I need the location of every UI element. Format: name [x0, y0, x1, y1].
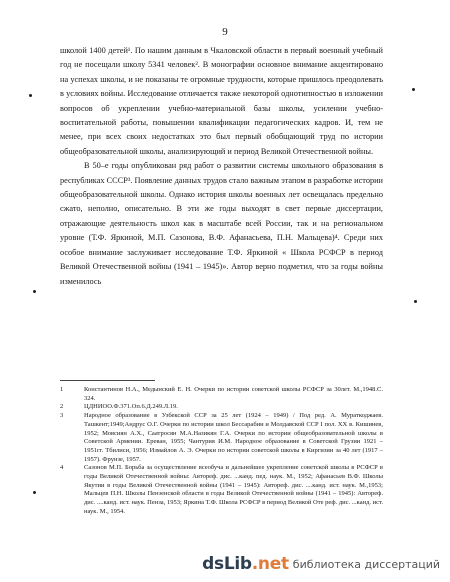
watermark-slogan: библиотека диссертаций — [292, 557, 440, 571]
footnote-text: ЦДНИОО.Ф.371.Оп.6.Д.249.Л.19. — [84, 403, 178, 411]
footnote — [60, 386, 383, 403]
footnote-number: 1 — [60, 386, 64, 393]
margin-bullet — [414, 300, 417, 303]
margin-bullet — [33, 290, 36, 293]
margin-bullet — [412, 88, 415, 91]
page-number: 9 — [222, 26, 228, 38]
footnote — [60, 464, 383, 516]
margin-bullet — [33, 491, 36, 494]
footnote-separator — [60, 380, 155, 381]
body-text — [60, 44, 383, 289]
footnote-text: Сазонов М.П. Борьба за осуществление всеобуча и дальнейшее укрепление советской школы в РСФСР в годы Великой Отечественной войны: Автореф. дис. ...канд. пед. наук. М., 1952; Афанасьев В.Ф. Школы Якутии в годы Великой Отечественной войны (1941 – 1945): Автореф. дис. ....канд. ист. наук. М.,1953; Мальцев П.Н. Школы Пензенской области в годы Великой Отечественной войны (1941 – 1945): Автореф. дис. ....канд. ист. наук. Пенза, 1953; Яркина Т.Ф. Школа РСФСР в период Великой Оте реф. дис. ...канд. ист. наук. М., 1954. — [84, 464, 383, 515]
watermark-logo-domain: .net — [251, 554, 289, 574]
footnote-number: 3 — [60, 412, 64, 420]
footnote — [60, 412, 383, 464]
margin-bullet — [29, 94, 32, 97]
footnote-number: 2 — [60, 403, 64, 411]
footnote-text: Константинов Н.А., Медынский Е. Н. Очерки по истории советской школы РСФСР за 30лет. М.,1948.С. 324. — [84, 386, 383, 402]
footnotes — [60, 386, 383, 517]
paragraph: школой 1400 детей¹. По нашим данным в Чкаловской области в первый военный учебный год не посещали школу 5341 человек². В монографии основное внимание акцентировано на успехах школы, и не показаны те огромные трудности, которые пришлось преодолевать в условиях войны. Исследование отличается также некоторой однотипностью в изложении вопросов об укреплении учебно-материальной базы школы, усилении учебно-воспитательной работы, повышении квалификации педагогических кадров. И, тем не менее, при всех своих недостатках это был первый обобщающий труд по истории общеобразовательной школы, анализирующий и период Великой Отечественной войны. — [60, 46, 383, 156]
watermark-logo-main: dsLib — [202, 554, 252, 574]
watermark[interactable] — [202, 554, 440, 574]
footnote-text: Народное образование в Узбекской ССР за 25 лет (1924 – 1949) / Под ред. А. Мураткоджаев. Ташкент;1949;Андрус О.Г. Очерки по истории школ Бессарабии и Молдавской ССР I пол. ХХ в. Кишинев, 1952; Мовсиян А.Х., Саатросян М.А.Назикян Г.А. Очерки по истории общеобразовательной школы в Советской Армении. Ереван, 1955; Чантурия И.М. Народное образование в Советской Грузии 1921 – 1951гг. Тбилиси, 1956; Измайлов А. Э. Очерки по истории советской школы в Киргизии за 40 лет (1917 – 1957). Фрунзе, 1957. — [84, 412, 383, 463]
paragraph: В 50–е годы опубликован ряд работ о развитии системы школьного образования в республиках СССР³. Появление данных трудов стало важным этапом в разработке истории общеобразовательной школы. Однако история школы военных лет освещалась предельно сжато, неполно, описательно. В эти же годы выходят в свет первые диссертации, отражающие деятельность школ как в масштабе всей России, так и на региональном уровне (Т.Ф. Яркиной, М.П. Сазонова, В.Ф. Афанасьева, П.Н. Мальцева)⁴. Среди них особое внимание заслуживает исследование Т.Ф. Яркиной « Школа РСФСР в период Великой Отечественной войны (1941 – 1945)». Автор верно подметил, что за годы войны изменилось — [60, 161, 383, 286]
watermark-logo — [202, 554, 289, 574]
footnote — [60, 403, 383, 412]
footnote-number: 4 — [60, 464, 64, 472]
